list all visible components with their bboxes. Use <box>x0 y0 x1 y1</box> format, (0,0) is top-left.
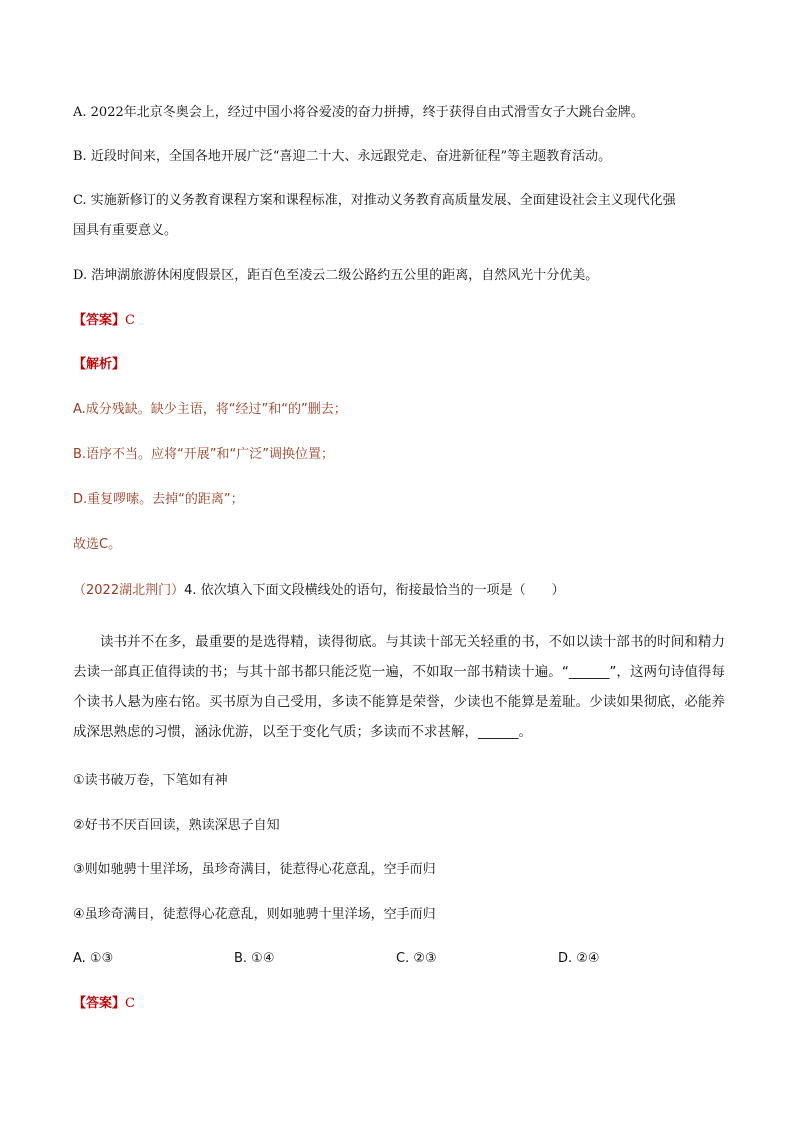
q4-answer <box>73 994 135 1014</box>
q3-analysis-label: 【解析】 <box>73 357 126 372</box>
q4-item-1: ①读书破万卷，下笔如有神 <box>73 773 228 788</box>
q4-choice-a: A. ①③ <box>73 951 114 966</box>
q4-header <box>73 581 565 601</box>
q4-passage: 读书并不在多，最重要的是选得精，读得彻底。与其读十部无关轻重的书，不如以读十部书的时间和精力去读一部真正值得读的书；与其十部书都只能泛览一遍，不如取一部书精读十遍。“______”，这两句诗值得每个读书人悬为座右铭。买书原为自己受用，多读不能算是荣誉，少读也不能算是羞耻。少读如果彻底，必能养成深思熟虑的习惯，涵泳优游，以至于变化气质；多读而不求甚解，______。 <box>73 634 725 740</box>
q3-analysis-a: A.成分残缺。缺少主语，将“经过”和“的”删去； <box>73 402 347 417</box>
q4-choice-d: D. ②④ <box>558 951 600 966</box>
q4-source: （2022湖北荆门） <box>73 583 185 598</box>
q3-analysis-b: B.语序不当。应将“开展”和“广泛”调换位置； <box>73 447 334 462</box>
q4-item-3: ③则如驰骋十里洋场，虽珍奇满目，徒惹得心花意乱，空手而归 <box>73 862 436 877</box>
q4-choice-b: B. ①④ <box>234 951 275 966</box>
q3-option-b: B. 近段时间来，全国各地开展广泛“喜迎二十大、永远跟党走、奋进新征程”等主题教育活动。 <box>73 149 612 164</box>
q4-choice-c: C. ②③ <box>396 951 437 966</box>
q4-item-2: ②好书不厌百回读，熟读深思子自知 <box>73 818 280 833</box>
q3-option-c-line1: C. 实施新修订的义务教育课程方案和课程标准，对推动义务教育高质量发展、全面建设社会主义现代化强 <box>73 193 676 208</box>
q4-stem: 4. 依次填入下面文段横线处的语句，衔接最恰当的一项是（ ） <box>184 583 565 598</box>
q3-conclusion: 故选C。 <box>73 537 122 552</box>
answer-value: C <box>125 996 135 1011</box>
answer-value: C <box>125 313 135 328</box>
q3-option-d: D. 浩坤湖旅游休闲度假景区，距百色至凌云二级公路约五公里的距离，自然风光十分优美。 <box>73 268 599 283</box>
q4-item-4: ④虽珍奇满目，徒惹得心花意乱，则如驰骋十里洋场，空手而归 <box>73 907 436 922</box>
q3-answer <box>73 311 135 331</box>
answer-label: 【答案】 <box>73 313 126 328</box>
q3-analysis-d: D.重复啰嗦。去掉“的距离”； <box>73 492 244 507</box>
q3-option-a: A. 2022年北京冬奥会上，经过中国小将谷爱凌的奋力拼搏，终于获得自由式滑雪女子大跳台金牌。 <box>73 105 644 120</box>
q4-choices <box>0 949 794 969</box>
q3-option-c-line2: 国具有重要意义。 <box>73 223 178 238</box>
answer-label: 【答案】 <box>73 996 126 1011</box>
